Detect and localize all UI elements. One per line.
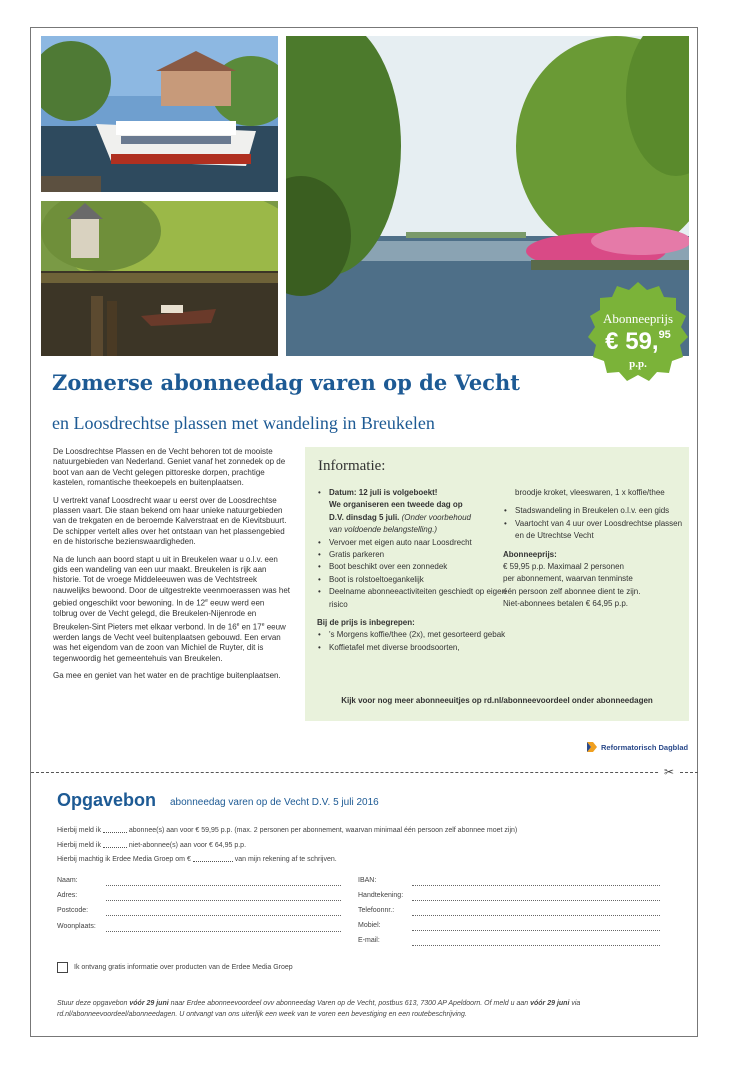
form-line-subscribers: Hierbij meld ik abonnee(s) aan voor € 59,95 p.p. (max. 2 personen per abonnement, waarvan minimaal één persoon zelf abonnee moet zijn) (57, 827, 518, 834)
scissors-icon: ✂ (660, 765, 678, 779)
rd-logo (586, 740, 688, 754)
included-item: • Koffietafel met diverse broodsoorten, (317, 642, 507, 654)
price-line: één persoon zelf abonnee dient te zijn. (503, 586, 641, 596)
form-title: Opgavebon (57, 790, 157, 810)
included-item-continued: broodje kroket, vleeswaren, 1 x koffie/thee (515, 488, 665, 497)
city-field[interactable] (106, 931, 341, 932)
subscriber-count-field[interactable] (103, 825, 127, 833)
address-field[interactable] (106, 900, 341, 901)
article-body (53, 447, 291, 688)
mobile-label: Mobiel: (358, 922, 381, 929)
info-bullet: • Boot is rolstoeltoegankelijk (317, 574, 507, 586)
iban-label: IBAN: (358, 877, 377, 884)
info-footer-link-text: Kijk voor nog meer abonneeuitjes op rd.nl/abonneevoordeel onder abonneedagen (341, 696, 653, 705)
info-bullet: • Vervoer met eigen auto naar Loosdrecht (317, 537, 507, 549)
address-label: Adres: (57, 892, 78, 899)
email-field[interactable] (412, 945, 660, 946)
info-column-right (503, 487, 683, 611)
article-paragraph: Na de lunch aan boord stapt u uit in Breukelen waar u o.l.v. een gids een wandeling van een uur maakt. Breukelen is rijk aan historie. Tot de vroege Middeleeuwen was de Vechtstreek nauwelijks bewoond. Door de uitgestrekte veenmoerassen was het gebied ongeschikt voor bewoning. In de 12e eeuw werd een tolbrug over de Vecht gelegd, die Breukelen-Nijenrode en Breukelen-Sint Pieters met elkaar verbond. In de 16e en 17e eeuw werden langs de Vecht veel buitenplaatsen gebouwd. Een ervan was het eigendom van de zoon van Michiel de Ruyter, dit is tegenwoordig het gemeentehuis van Breukelen. (53, 554, 291, 663)
form-line-authorization: Hierbij machtig ik Erdee Media Groep om € van mijn rekening af te schrijven. (57, 856, 337, 863)
info-bullet: • Deelname abonneeactiviteiten geschiedt op eigen risico (317, 586, 507, 611)
iban-field[interactable] (412, 885, 660, 886)
badge-per-person: p.p. (629, 358, 647, 370)
postcode-label: Postcode: (57, 907, 89, 914)
signature-label: Handtekening: (358, 892, 404, 899)
name-field[interactable] (106, 885, 341, 886)
cut-line (31, 772, 698, 773)
info-heading: Informatie: (318, 458, 386, 474)
included-item: • 's Morgens koffie/thee (2x), met gesorteerd gebak (317, 629, 507, 641)
info-column-left (317, 487, 507, 654)
info-box (305, 447, 689, 721)
badge-label: Abonneeprijs (602, 311, 674, 326)
article-paragraph: U vertrekt vanaf Loosdrecht waar u eerst over de Loosdrechtse plassen vaart. Die staan bekend om haar unieke natuurgebieden van de trekgaten en de beroemde Kalverstraat en de Kievitsbuurt. De schipper vertelt alles over het ontstaan van het plassengebied en de historische bezienswaardigheden. (53, 495, 287, 547)
photo-tour-boat (41, 36, 278, 192)
postcode-field[interactable] (106, 915, 341, 916)
badge-price: € 59,95 (605, 328, 671, 355)
mobile-field[interactable] (412, 930, 660, 931)
photo-willow-and-sloop (41, 201, 278, 356)
info-date-item: • Datum: 12 juli is volgeboekt! We organiseren een tweede dag op D.V. dinsdag 5 juli. (Onder voorbehoud van voldoende belangstelling.) (317, 487, 507, 537)
article-paragraph: Ga mee en geniet van het water en de prachtige buitenplaatsen. (53, 671, 281, 681)
name-label: Naam: (57, 877, 78, 884)
article-paragraph: De Loosdrechtse Plassen en de Vecht behoren tot de mooiste natuurgebieden van Nederland. Geniet vanaf het zonnedek op de boot van aan de Vecht gelegen pittoreske dorpen, prachtige kastelen, romantische theekoepels en buitenplaatsen. (53, 447, 286, 488)
city-label: Woonplaats: (57, 923, 96, 930)
email-label: E-mail: (358, 937, 380, 944)
price-line: Niet-abonnees betalen € 64,95 p.p. (503, 599, 628, 609)
included-heading: Bij de prijs is inbegrepen: (317, 618, 415, 628)
phone-field[interactable] (412, 915, 660, 916)
included-item: • Vaartocht van 4 uur over Loosdrechtse plassen en de Utrechtse Vecht (503, 518, 683, 543)
price-heading: Abonneeprijs: (503, 549, 557, 559)
rd-logo-icon (586, 741, 598, 753)
form-line-nonsubscribers: Hierbij meld ik niet-abonnee(s) aan voor € 64,95 p.p. (57, 842, 247, 849)
price-line: per abonnement, waarvan tenminste (503, 574, 633, 584)
info-optin-checkbox[interactable] (57, 962, 68, 973)
phone-label: Telefoonnr.: (358, 907, 395, 914)
page-subtitle: en Loosdrechtse plassen met wandeling in Breukelen (52, 413, 435, 433)
footer-note: Stuur deze opgavebon vóór 29 juni naar Erdee abonneevoordeel ovv abonneedag Varen op de Vecht, postbus 613, 7300 AP Apeldoorn. Of meld u aan vóór 29 juni via rd.nl/abonneevoordeel/abonneedagen. U ontvangt van ons uiterlijk een week van te voren een bevestiging en een routebeschrijving. (57, 1000, 581, 1018)
price-line: € 59,95 p.p. Maximaal 2 personen (503, 562, 624, 572)
info-optin-label: Ik ontvang gratis informatie over producten van de Erdee Media Groep (74, 964, 293, 971)
included-item: • Stadswandeling in Breukelen o.l.v. een gids (503, 505, 683, 517)
info-bullet: • Gratis parkeren (317, 549, 507, 561)
signature-field[interactable] (412, 900, 660, 901)
page-title: Zomerse abonneedag varen op de Vecht (52, 370, 520, 395)
nonsubscriber-count-field[interactable] (103, 840, 127, 848)
amount-field[interactable] (193, 854, 233, 862)
form-subtitle: abonneedag varen op de Vecht D.V. 5 juli 2016 (170, 797, 379, 808)
rd-logo-text: Reformatorisch Dagblad (601, 742, 689, 752)
info-bullet: • Boot beschikt over een zonnedek (317, 561, 507, 573)
